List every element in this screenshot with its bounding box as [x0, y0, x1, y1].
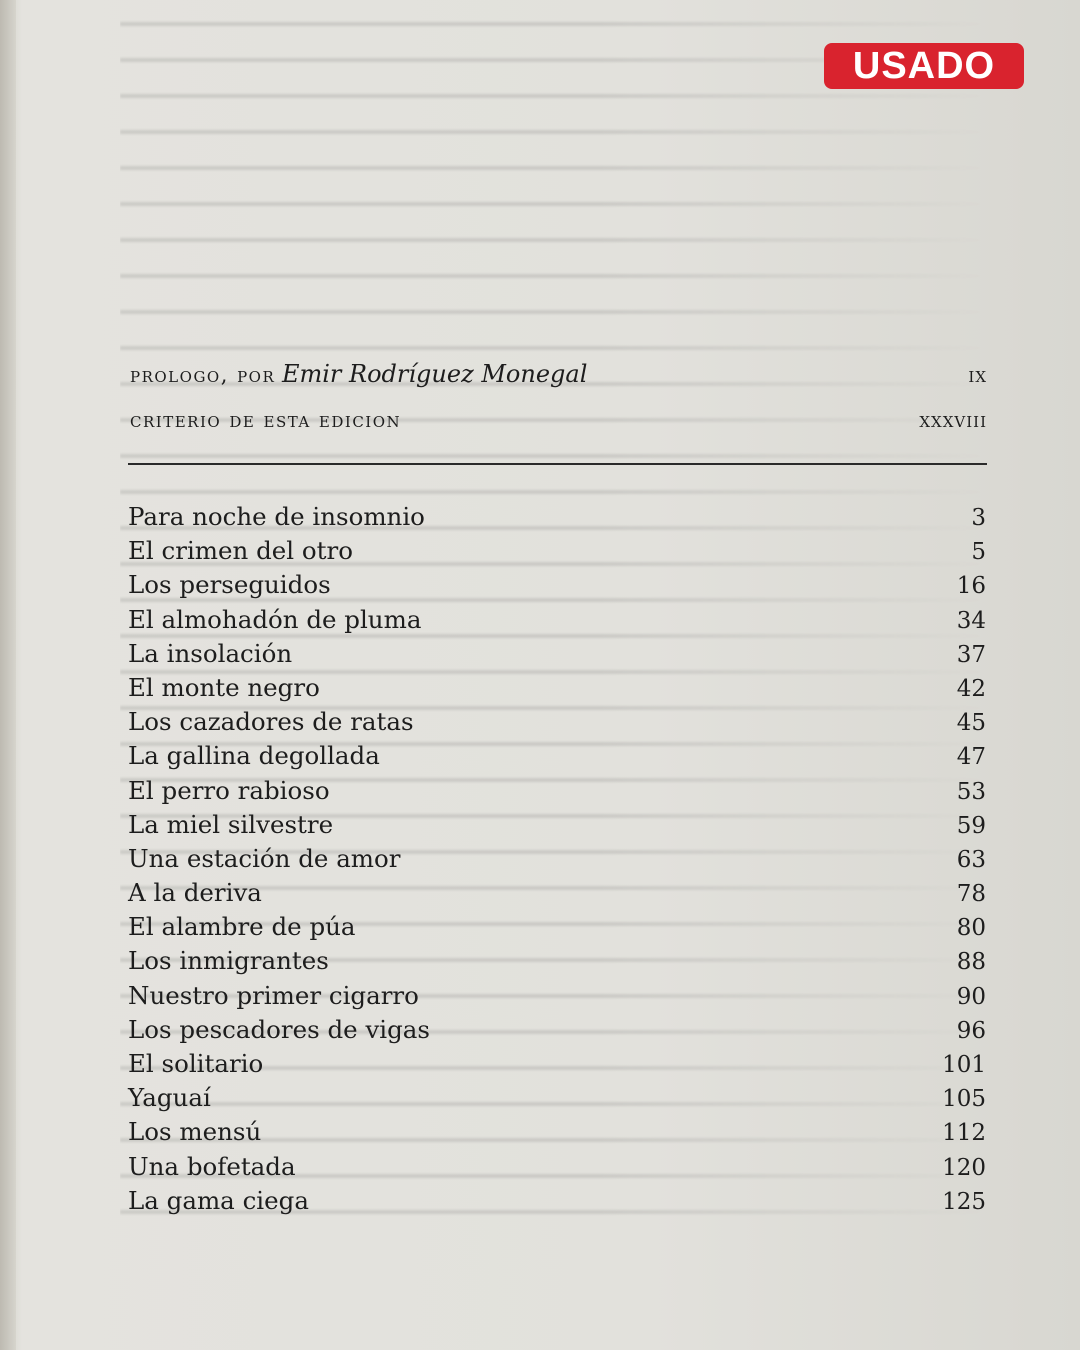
toc-entry-page: 78 — [956, 881, 986, 908]
toc-entry-page: 3 — [971, 505, 986, 531]
toc-entry — [128, 1115, 986, 1149]
toc-entry-title: El perro rabioso — [128, 775, 330, 805]
toc-entry-title: La gallina degollada — [128, 741, 380, 771]
toc-entry-page: 42 — [956, 675, 986, 702]
toc-entry-page: 47 — [956, 744, 986, 771]
toc-entry-page: 37 — [956, 641, 986, 668]
toc-entry — [128, 944, 986, 978]
prologo-author: Emir Rodríguez Monegal — [281, 360, 588, 388]
toc-entry-title: Una estación de amor — [128, 843, 401, 873]
prologo-page: ix — [968, 363, 987, 387]
toc-entry — [128, 1081, 986, 1115]
usado-badge: USADO — [824, 43, 1024, 89]
toc-entry — [128, 1013, 986, 1047]
toc-entry-title: Los pescadores de vigas — [128, 1014, 430, 1044]
toc-entry-page: 120 — [942, 1154, 986, 1181]
toc-entry-page: 45 — [956, 710, 986, 737]
toc-entry — [128, 808, 986, 842]
toc-entry — [128, 500, 986, 534]
toc-entry — [128, 739, 986, 773]
prologo-label: prologo, por — [130, 363, 276, 387]
divider-rule — [128, 463, 987, 465]
toc-entry — [128, 910, 986, 944]
toc-entry-title: Nuestro primer cigarro — [128, 980, 419, 1010]
toc-entry — [128, 1184, 986, 1218]
page-gutter — [0, 0, 16, 1350]
toc-entry — [128, 568, 986, 602]
toc-entry-page: 80 — [956, 915, 986, 942]
toc-entry — [128, 705, 986, 739]
toc-entry-title: A la deriva — [128, 878, 262, 908]
toc-entry — [128, 876, 986, 910]
toc-entry-page: 53 — [956, 778, 986, 805]
toc-entry-title: La gama ciega — [128, 1185, 309, 1215]
toc-entry-page: 90 — [956, 983, 986, 1010]
toc-entry-title: El solitario — [128, 1049, 264, 1078]
toc-entry — [128, 842, 986, 876]
toc-entry-page: 5 — [971, 539, 986, 566]
toc-entry-title: Los inmigrantes — [128, 946, 329, 976]
toc-entry-title: Los mensú — [128, 1117, 262, 1147]
toc-entry-page: 96 — [956, 1017, 986, 1044]
toc-entry — [128, 1150, 986, 1184]
toc-entry — [128, 1047, 986, 1081]
toc-entry — [128, 603, 986, 637]
toc-entry — [128, 774, 986, 808]
toc-entry-prologo — [130, 360, 987, 394]
toc-entry-title: Para noche de insomnio — [128, 502, 425, 531]
toc-entry-page: 125 — [942, 1188, 986, 1215]
toc-entry-page: 105 — [942, 1086, 986, 1113]
toc-entry-title: La insolación — [128, 638, 293, 668]
toc-entry — [128, 534, 986, 568]
toc-entry — [128, 979, 986, 1013]
toc-entry-title: El crimen del otro — [128, 536, 353, 566]
toc-entry-title: Una bofetada — [128, 1151, 296, 1181]
toc-entry-page: 101 — [942, 1052, 986, 1078]
toc-entry-page: 88 — [956, 949, 986, 976]
toc-entry — [128, 637, 986, 671]
criterio-page: xxxviii — [919, 408, 987, 432]
toc-entry-page: 63 — [956, 846, 986, 873]
toc-entry-title: El monte negro — [128, 672, 320, 702]
toc-entry-page: 34 — [956, 607, 986, 634]
toc-entry-title: La miel silvestre — [128, 809, 334, 839]
toc-entry-title: El alambre de púa — [128, 912, 356, 942]
toc-entry — [128, 671, 986, 705]
table-of-contents — [128, 500, 986, 1218]
toc-entry-title: Los cazadores de ratas — [128, 707, 414, 737]
prologo-text — [130, 360, 587, 388]
toc-entry-criterio — [130, 408, 987, 442]
toc-entry-title: Los perseguidos — [128, 570, 331, 600]
toc-entry-page: 16 — [956, 573, 986, 600]
toc-entry-title: Yaguaí — [128, 1083, 211, 1113]
toc-entry-page: 112 — [942, 1120, 986, 1147]
toc-entry-page: 59 — [956, 812, 986, 839]
criterio-label: criterio de esta edicion — [130, 408, 402, 432]
toc-entry-title: El almohadón de pluma — [128, 604, 422, 634]
